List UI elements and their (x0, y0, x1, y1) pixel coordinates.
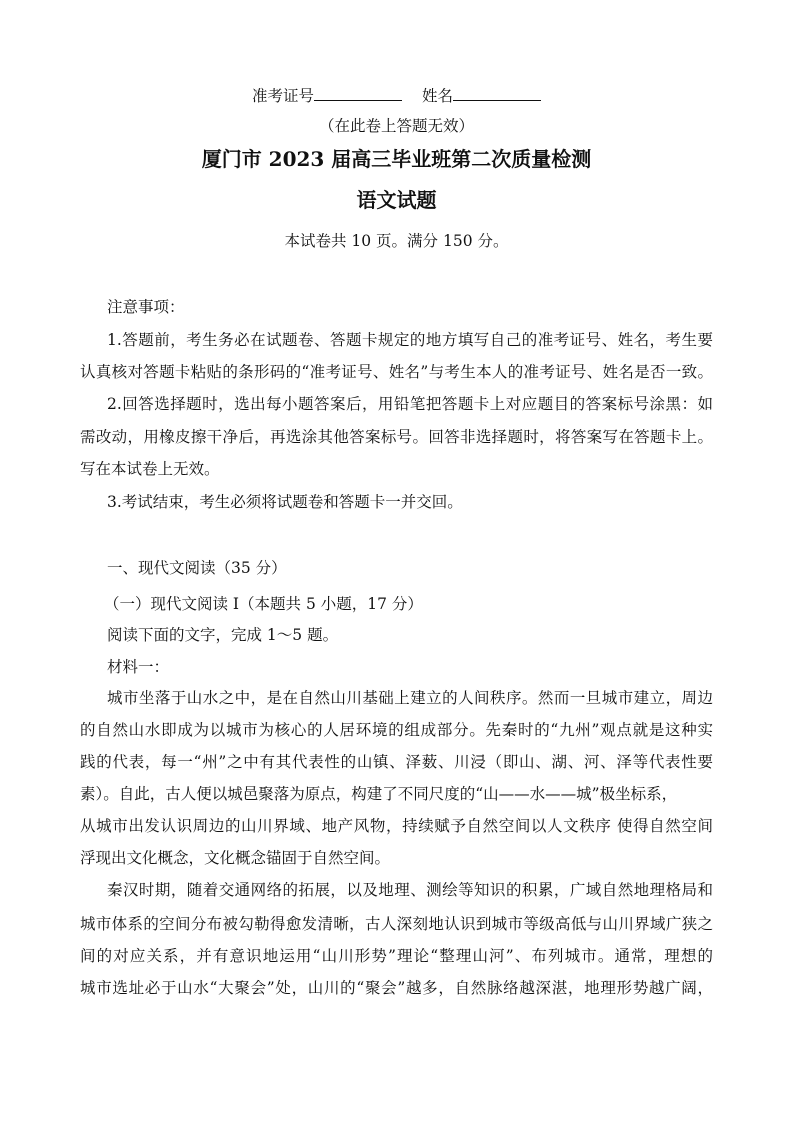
exam-id-blank (314, 86, 402, 101)
reading-instruction: 阅读下面的文字，完成 1～5 题。 (107, 626, 339, 644)
passage-line: 从城市出发认识周边的山川界域、地产风物，持续赋予自然空间以人文秩序 使得自然空间 (80, 817, 713, 835)
notice-line: 1.答题前，考生务必在试题卷、答题卡规定的地方填写自己的准考证号、姓名，考生要 (107, 331, 713, 349)
notice-line: 写在本试卷上无效。 (80, 460, 220, 478)
name-label: 姓名 (422, 87, 454, 105)
passage-line: 城市体系的空间分布被勾勒得愈发清晰，古人深刻地认识到城市等级高低与山川界域广狭之 (80, 915, 713, 933)
notice-line: 认真核对答题卡粘贴的条形码的“准考证号、姓名”与考生本人的准考证号、姓名是否一致。 (80, 363, 713, 381)
section-subheading: （一）现代文阅读 I（本题共 5 小题，17 分） (104, 595, 423, 613)
material-label: 材料一： (107, 658, 170, 676)
notice-heading: 注意事项： (107, 298, 185, 316)
subject-title: 语文试题 (356, 188, 437, 212)
passage-line: 践的代表，每一“州”之中有其代表性的山镇、泽薮、川浸（即山、湖、河、泽等代表性要 (80, 753, 713, 771)
notice-line: 需改动，用橡皮擦干净后，再选涂其他答案标号。回答非选择题时，将答案写在答题卡上。 (80, 428, 713, 446)
exam-id-label: 准考证号 (251, 87, 314, 105)
passage-line: 浮现出文化概念，文化概念锚固于自然空间。 (80, 849, 391, 867)
name-blank (453, 86, 541, 101)
passage-line: 素）。自此，古人便以城邑聚落为原点，构建了不同尺度的“山——水——城”极坐标系， (80, 785, 678, 803)
candidate-info-row (0, 86, 793, 106)
invalid-note: （在此卷上答题无效） (318, 117, 474, 135)
passage-line: 的自然山水即成为以城市为核心的人居环境的组成部分。先秦时的“九州”观点就是这种实 (80, 721, 713, 739)
exam-title: 厦门市 2023 届高三毕业班第二次质量检测 (201, 147, 592, 171)
section-heading: 一、现代文阅读（35 分） (107, 559, 287, 577)
passage-line: 城市坐落于山水之中，是在自然山川基础上建立的人间秩序。然而一旦城市建立，周边 (107, 689, 713, 707)
passage-line: 秦汉时期，随着交通网络的拓展，以及地理、测绘等知识的积累，广域自然地理格局和 (107, 881, 713, 899)
exam-summary: 本试卷共 10 页。满分 150 分。 (284, 232, 509, 250)
passage-line: 城市选址必于山水“大聚会”处，山川的“聚会”越多，自然脉络越深湛，地理形势越广阔， (80, 979, 713, 997)
notice-line: 3.考试结束，考生必须将试题卷和答题卡一并交回。 (107, 493, 463, 511)
passage-line: 间的对应关系，并有意识地运用“山川形势”理论“整理山河”、布列城市。通常，理想的 (80, 947, 713, 965)
notice-line: 2.回答选择题时，选出每小题答案后，用铅笔把答题卡上对应题目的答案标号涂黑：如 (107, 395, 713, 413)
